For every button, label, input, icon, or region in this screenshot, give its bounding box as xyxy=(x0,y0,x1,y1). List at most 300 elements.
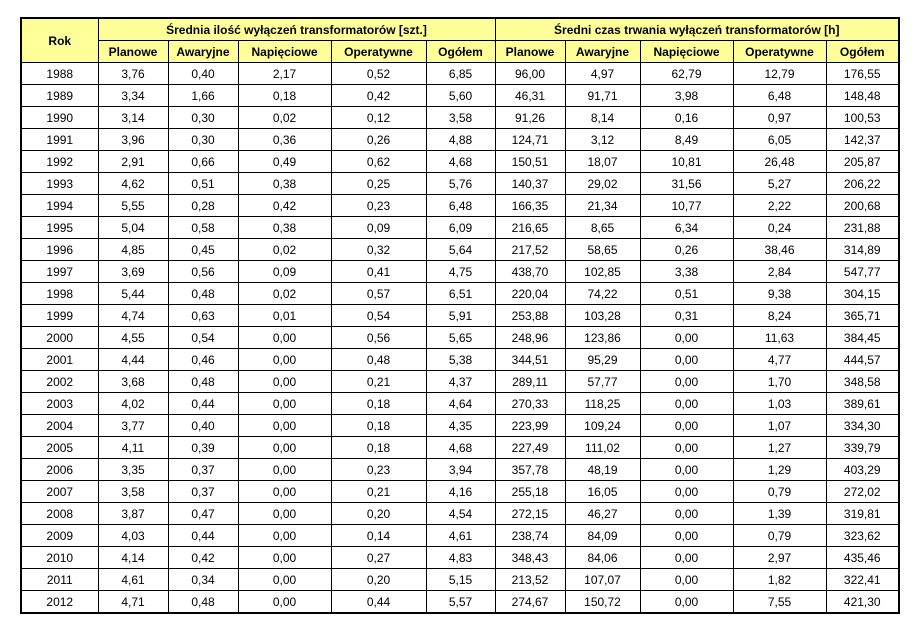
value-cell: 270,33 xyxy=(495,393,565,415)
value-cell: 0,02 xyxy=(238,107,331,129)
year-cell: 2006 xyxy=(21,459,98,481)
value-cell: 150,51 xyxy=(495,151,565,173)
table-row xyxy=(21,283,899,305)
value-cell: 107,07 xyxy=(565,569,640,591)
value-cell: 0,49 xyxy=(238,151,331,173)
value-cell: 0,51 xyxy=(640,283,733,305)
value-cell: 46,27 xyxy=(565,503,640,525)
value-cell: 220,04 xyxy=(495,283,565,305)
value-cell: 323,62 xyxy=(826,525,899,547)
value-cell: 3,94 xyxy=(426,459,495,481)
value-cell: 3,38 xyxy=(640,261,733,283)
value-cell: 124,71 xyxy=(495,129,565,151)
value-cell: 4,61 xyxy=(98,569,168,591)
value-cell: 5,38 xyxy=(426,349,495,371)
table-row xyxy=(21,217,899,239)
value-cell: 91,26 xyxy=(495,107,565,129)
value-cell: 0,20 xyxy=(331,503,426,525)
value-cell: 200,68 xyxy=(826,195,899,217)
header-rok: Rok xyxy=(21,18,98,63)
value-cell: 547,77 xyxy=(826,261,899,283)
value-cell: 1,82 xyxy=(733,569,826,591)
col-header: Operatywne xyxy=(331,41,426,63)
value-cell: 0,54 xyxy=(331,305,426,327)
value-cell: 0,02 xyxy=(238,239,331,261)
value-cell: 357,78 xyxy=(495,459,565,481)
value-cell: 205,87 xyxy=(826,151,899,173)
value-cell: 3,35 xyxy=(98,459,168,481)
col-header: Operatywne xyxy=(733,41,826,63)
value-cell: 4,44 xyxy=(98,349,168,371)
value-cell: 0,00 xyxy=(640,371,733,393)
table-row xyxy=(21,261,899,283)
year-cell: 2010 xyxy=(21,547,98,569)
value-cell: 1,03 xyxy=(733,393,826,415)
value-cell: 6,05 xyxy=(733,129,826,151)
value-cell: 0,27 xyxy=(331,547,426,569)
value-cell: 1,27 xyxy=(733,437,826,459)
year-cell: 1992 xyxy=(21,151,98,173)
value-cell: 4,68 xyxy=(426,151,495,173)
year-cell: 2009 xyxy=(21,525,98,547)
year-cell: 2005 xyxy=(21,437,98,459)
table-row xyxy=(21,393,899,415)
value-cell: 0,00 xyxy=(640,547,733,569)
value-cell: 3,12 xyxy=(565,129,640,151)
value-cell: 0,36 xyxy=(238,129,331,151)
value-cell: 0,46 xyxy=(168,349,238,371)
value-cell: 84,09 xyxy=(565,525,640,547)
table-row xyxy=(21,459,899,481)
value-cell: 1,29 xyxy=(733,459,826,481)
value-cell: 166,35 xyxy=(495,195,565,217)
value-cell: 444,57 xyxy=(826,349,899,371)
value-cell: 4,85 xyxy=(98,239,168,261)
value-cell: 0,28 xyxy=(168,195,238,217)
table-row xyxy=(21,415,899,437)
value-cell: 0,00 xyxy=(238,327,331,349)
value-cell: 0,00 xyxy=(238,569,331,591)
value-cell: 1,39 xyxy=(733,503,826,525)
year-cell: 1997 xyxy=(21,261,98,283)
value-cell: 4,55 xyxy=(98,327,168,349)
table-row xyxy=(21,547,899,569)
value-cell: 58,65 xyxy=(565,239,640,261)
value-cell: 227,49 xyxy=(495,437,565,459)
value-cell: 0,30 xyxy=(168,107,238,129)
value-cell: 142,37 xyxy=(826,129,899,151)
value-cell: 0,79 xyxy=(733,525,826,547)
value-cell: 0,66 xyxy=(168,151,238,173)
value-cell: 231,88 xyxy=(826,217,899,239)
value-cell: 8,14 xyxy=(565,107,640,129)
value-cell: 0,00 xyxy=(238,525,331,547)
value-cell: 0,40 xyxy=(168,63,238,85)
value-cell: 3,98 xyxy=(640,85,733,107)
value-cell: 0,26 xyxy=(331,129,426,151)
value-cell: 421,30 xyxy=(826,591,899,614)
value-cell: 0,48 xyxy=(168,591,238,614)
value-cell: 0,12 xyxy=(331,107,426,129)
value-cell: 0,26 xyxy=(640,239,733,261)
value-cell: 255,18 xyxy=(495,481,565,503)
table-row xyxy=(21,481,899,503)
col-header: Napięciowe xyxy=(640,41,733,63)
value-cell: 0,20 xyxy=(331,569,426,591)
value-cell: 0,18 xyxy=(331,437,426,459)
col-header: Napięciowe xyxy=(238,41,331,63)
value-cell: 4,14 xyxy=(98,547,168,569)
value-cell: 21,34 xyxy=(565,195,640,217)
value-cell: 272,02 xyxy=(826,481,899,503)
value-cell: 12,79 xyxy=(733,63,826,85)
value-cell: 2,84 xyxy=(733,261,826,283)
value-cell: 238,74 xyxy=(495,525,565,547)
value-cell: 403,29 xyxy=(826,459,899,481)
value-cell: 0,40 xyxy=(168,415,238,437)
value-cell: 384,45 xyxy=(826,327,899,349)
value-cell: 0,21 xyxy=(331,481,426,503)
value-cell: 0,25 xyxy=(331,173,426,195)
value-cell: 0,18 xyxy=(238,85,331,107)
value-cell: 0,00 xyxy=(640,525,733,547)
value-cell: 253,88 xyxy=(495,305,565,327)
value-cell: 4,62 xyxy=(98,173,168,195)
value-cell: 248,96 xyxy=(495,327,565,349)
year-cell: 2008 xyxy=(21,503,98,525)
value-cell: 8,49 xyxy=(640,129,733,151)
table-row xyxy=(21,129,899,151)
value-cell: 0,00 xyxy=(238,415,331,437)
year-cell: 2003 xyxy=(21,393,98,415)
value-cell: 150,72 xyxy=(565,591,640,614)
value-cell: 91,71 xyxy=(565,85,640,107)
value-cell: 0,00 xyxy=(640,415,733,437)
value-cell: 1,66 xyxy=(168,85,238,107)
value-cell: 4,83 xyxy=(426,547,495,569)
value-cell: 0,37 xyxy=(168,481,238,503)
col-header: Awaryjne xyxy=(168,41,238,63)
value-cell: 0,42 xyxy=(168,547,238,569)
value-cell: 4,11 xyxy=(98,437,168,459)
value-cell: 0,58 xyxy=(168,217,238,239)
value-cell: 0,00 xyxy=(640,569,733,591)
value-cell: 4,64 xyxy=(426,393,495,415)
value-cell: 0,02 xyxy=(238,283,331,305)
value-cell: 4,54 xyxy=(426,503,495,525)
value-cell: 5,64 xyxy=(426,239,495,261)
value-cell: 48,19 xyxy=(565,459,640,481)
year-cell: 2007 xyxy=(21,481,98,503)
year-cell: 1993 xyxy=(21,173,98,195)
header-group-count: Średnia ilość wyłączeń transformatorów [szt.] xyxy=(98,18,495,41)
year-cell: 2002 xyxy=(21,371,98,393)
value-cell: 4,74 xyxy=(98,305,168,327)
value-cell: 57,77 xyxy=(565,371,640,393)
table-row xyxy=(21,239,899,261)
value-cell: 10,81 xyxy=(640,151,733,173)
value-cell: 0,00 xyxy=(640,481,733,503)
value-cell: 289,11 xyxy=(495,371,565,393)
value-cell: 2,22 xyxy=(733,195,826,217)
value-cell: 29,02 xyxy=(565,173,640,195)
value-cell: 0,01 xyxy=(238,305,331,327)
table-header xyxy=(21,18,899,63)
table-row xyxy=(21,63,899,85)
value-cell: 0,44 xyxy=(331,591,426,614)
value-cell: 4,35 xyxy=(426,415,495,437)
value-cell: 216,65 xyxy=(495,217,565,239)
table-row xyxy=(21,327,899,349)
value-cell: 344,51 xyxy=(495,349,565,371)
value-cell: 0,42 xyxy=(238,195,331,217)
value-cell: 0,62 xyxy=(331,151,426,173)
value-cell: 3,87 xyxy=(98,503,168,525)
year-cell: 2012 xyxy=(21,591,98,614)
value-cell: 5,91 xyxy=(426,305,495,327)
year-cell: 1989 xyxy=(21,85,98,107)
value-cell: 4,68 xyxy=(426,437,495,459)
col-header: Planowe xyxy=(98,41,168,63)
value-cell: 0,21 xyxy=(331,371,426,393)
value-cell: 0,51 xyxy=(168,173,238,195)
value-cell: 0,00 xyxy=(238,503,331,525)
value-cell: 3,69 xyxy=(98,261,168,283)
value-cell: 0,16 xyxy=(640,107,733,129)
value-cell: 4,61 xyxy=(426,525,495,547)
value-cell: 38,46 xyxy=(733,239,826,261)
value-cell: 348,58 xyxy=(826,371,899,393)
value-cell: 213,52 xyxy=(495,569,565,591)
value-cell: 334,30 xyxy=(826,415,899,437)
value-cell: 5,04 xyxy=(98,217,168,239)
value-cell: 5,76 xyxy=(426,173,495,195)
value-cell: 0,14 xyxy=(331,525,426,547)
value-cell: 319,81 xyxy=(826,503,899,525)
value-cell: 2,97 xyxy=(733,547,826,569)
value-cell: 103,28 xyxy=(565,305,640,327)
value-cell: 0,32 xyxy=(331,239,426,261)
value-cell: 0,00 xyxy=(640,349,733,371)
value-cell: 0,23 xyxy=(331,459,426,481)
value-cell: 8,24 xyxy=(733,305,826,327)
table-row xyxy=(21,85,899,107)
value-cell: 4,02 xyxy=(98,393,168,415)
col-header: Ogółem xyxy=(826,41,899,63)
value-cell: 223,99 xyxy=(495,415,565,437)
value-cell: 0,37 xyxy=(168,459,238,481)
value-cell: 100,53 xyxy=(826,107,899,129)
value-cell: 96,00 xyxy=(495,63,565,85)
table-row xyxy=(21,525,899,547)
col-header: Planowe xyxy=(495,41,565,63)
value-cell: 438,70 xyxy=(495,261,565,283)
value-cell: 74,22 xyxy=(565,283,640,305)
value-cell: 0,09 xyxy=(238,261,331,283)
value-cell: 16,05 xyxy=(565,481,640,503)
value-cell: 3,14 xyxy=(98,107,168,129)
value-cell: 0,00 xyxy=(238,349,331,371)
table-row xyxy=(21,437,899,459)
header-group-time: Średni czas trwania wyłączeń transformatorów [h] xyxy=(495,18,899,41)
value-cell: 26,48 xyxy=(733,151,826,173)
value-cell: 3,77 xyxy=(98,415,168,437)
table-row xyxy=(21,503,899,525)
year-cell: 2000 xyxy=(21,327,98,349)
value-cell: 95,29 xyxy=(565,349,640,371)
table-row xyxy=(21,305,899,327)
value-cell: 0,00 xyxy=(238,371,331,393)
value-cell: 0,24 xyxy=(733,217,826,239)
value-cell: 0,63 xyxy=(168,305,238,327)
value-cell: 304,15 xyxy=(826,283,899,305)
value-cell: 6,51 xyxy=(426,283,495,305)
value-cell: 8,65 xyxy=(565,217,640,239)
value-cell: 0,00 xyxy=(238,547,331,569)
value-cell: 0,57 xyxy=(331,283,426,305)
value-cell: 0,00 xyxy=(640,393,733,415)
value-cell: 46,31 xyxy=(495,85,565,107)
value-cell: 0,44 xyxy=(168,525,238,547)
value-cell: 1,07 xyxy=(733,415,826,437)
value-cell: 0,56 xyxy=(331,327,426,349)
value-cell: 176,55 xyxy=(826,63,899,85)
value-cell: 9,38 xyxy=(733,283,826,305)
value-cell: 0,47 xyxy=(168,503,238,525)
value-cell: 3,58 xyxy=(98,481,168,503)
value-cell: 123,86 xyxy=(565,327,640,349)
value-cell: 4,97 xyxy=(565,63,640,85)
value-cell: 0,18 xyxy=(331,415,426,437)
value-cell: 0,54 xyxy=(168,327,238,349)
value-cell: 109,24 xyxy=(565,415,640,437)
value-cell: 2,17 xyxy=(238,63,331,85)
table-row xyxy=(21,591,899,614)
value-cell: 10,77 xyxy=(640,195,733,217)
table-row xyxy=(21,107,899,129)
year-cell: 1990 xyxy=(21,107,98,129)
table-row xyxy=(21,371,899,393)
value-cell: 1,70 xyxy=(733,371,826,393)
value-cell: 0,79 xyxy=(733,481,826,503)
year-cell: 1995 xyxy=(21,217,98,239)
value-cell: 0,48 xyxy=(168,283,238,305)
value-cell: 365,71 xyxy=(826,305,899,327)
value-cell: 4,37 xyxy=(426,371,495,393)
year-cell: 1991 xyxy=(21,129,98,151)
col-header: Ogółem xyxy=(426,41,495,63)
value-cell: 4,75 xyxy=(426,261,495,283)
year-cell: 1996 xyxy=(21,239,98,261)
value-cell: 6,85 xyxy=(426,63,495,85)
table-row xyxy=(21,349,899,371)
value-cell: 0,18 xyxy=(331,393,426,415)
value-cell: 18,07 xyxy=(565,151,640,173)
value-cell: 0,09 xyxy=(331,217,426,239)
value-cell: 0,00 xyxy=(238,481,331,503)
value-cell: 5,15 xyxy=(426,569,495,591)
value-cell: 389,61 xyxy=(826,393,899,415)
value-cell: 0,00 xyxy=(640,437,733,459)
value-cell: 62,79 xyxy=(640,63,733,85)
value-cell: 6,48 xyxy=(733,85,826,107)
value-cell: 0,41 xyxy=(331,261,426,283)
value-cell: 5,57 xyxy=(426,591,495,614)
value-cell: 206,22 xyxy=(826,173,899,195)
value-cell: 5,55 xyxy=(98,195,168,217)
value-cell: 148,48 xyxy=(826,85,899,107)
value-cell: 3,68 xyxy=(98,371,168,393)
year-cell: 1998 xyxy=(21,283,98,305)
value-cell: 0,38 xyxy=(238,173,331,195)
value-cell: 0,00 xyxy=(640,327,733,349)
value-cell: 2,91 xyxy=(98,151,168,173)
value-cell: 118,25 xyxy=(565,393,640,415)
year-cell: 2011 xyxy=(21,569,98,591)
value-cell: 0,52 xyxy=(331,63,426,85)
value-cell: 0,00 xyxy=(640,459,733,481)
table-row xyxy=(21,151,899,173)
value-cell: 0,38 xyxy=(238,217,331,239)
year-cell: 2004 xyxy=(21,415,98,437)
table-row xyxy=(21,173,899,195)
value-cell: 0,00 xyxy=(238,437,331,459)
value-cell: 0,44 xyxy=(168,393,238,415)
value-cell: 4,03 xyxy=(98,525,168,547)
value-cell: 0,97 xyxy=(733,107,826,129)
table-row xyxy=(21,195,899,217)
col-header: Awaryjne xyxy=(565,41,640,63)
value-cell: 0,31 xyxy=(640,305,733,327)
value-cell: 140,37 xyxy=(495,173,565,195)
value-cell: 0,00 xyxy=(640,591,733,614)
year-cell: 1988 xyxy=(21,63,98,85)
value-cell: 6,34 xyxy=(640,217,733,239)
value-cell: 0,00 xyxy=(238,393,331,415)
value-cell: 3,96 xyxy=(98,129,168,151)
value-cell: 31,56 xyxy=(640,173,733,195)
value-cell: 5,27 xyxy=(733,173,826,195)
value-cell: 314,89 xyxy=(826,239,899,261)
value-cell: 0,00 xyxy=(640,503,733,525)
value-cell: 0,00 xyxy=(238,591,331,614)
value-cell: 0,30 xyxy=(168,129,238,151)
value-cell: 3,58 xyxy=(426,107,495,129)
value-cell: 274,67 xyxy=(495,591,565,614)
value-cell: 0,56 xyxy=(168,261,238,283)
table-container xyxy=(20,17,900,614)
value-cell: 4,88 xyxy=(426,129,495,151)
value-cell: 7,55 xyxy=(733,591,826,614)
year-cell: 1994 xyxy=(21,195,98,217)
value-cell: 272,15 xyxy=(495,503,565,525)
value-cell: 6,48 xyxy=(426,195,495,217)
value-cell: 4,77 xyxy=(733,349,826,371)
value-cell: 0,00 xyxy=(238,459,331,481)
value-cell: 435,46 xyxy=(826,547,899,569)
value-cell: 0,42 xyxy=(331,85,426,107)
table-row xyxy=(21,569,899,591)
year-cell: 2001 xyxy=(21,349,98,371)
table-body xyxy=(21,63,899,614)
value-cell: 348,43 xyxy=(495,547,565,569)
value-cell: 5,65 xyxy=(426,327,495,349)
value-cell: 217,52 xyxy=(495,239,565,261)
value-cell: 111,02 xyxy=(565,437,640,459)
value-cell: 6,09 xyxy=(426,217,495,239)
value-cell: 0,48 xyxy=(168,371,238,393)
value-cell: 4,71 xyxy=(98,591,168,614)
